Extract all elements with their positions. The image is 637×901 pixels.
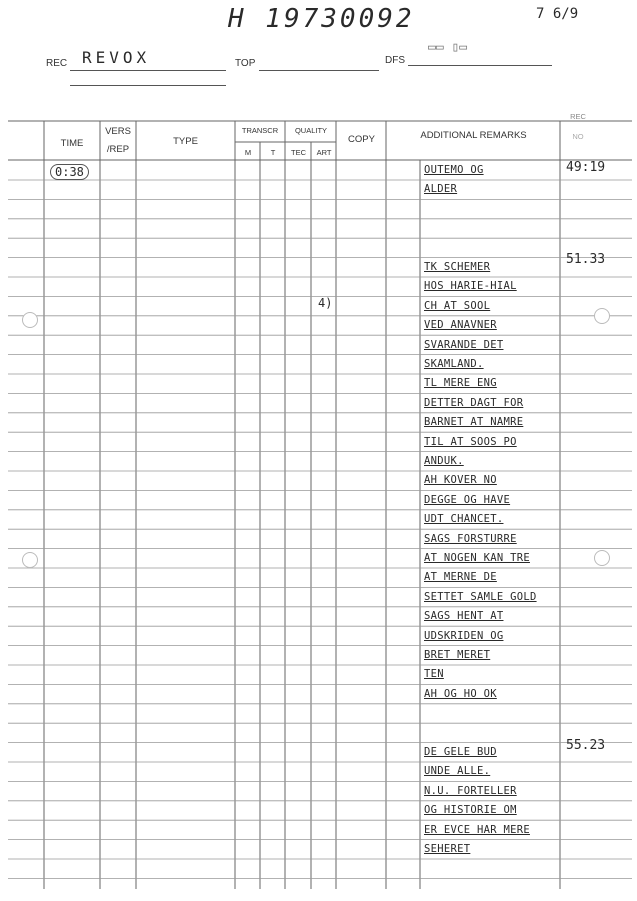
- col-remarks: ADDITIONAL REMARKS: [420, 130, 527, 141]
- remark-line: AT MERNE DE: [424, 571, 497, 584]
- time-entry: 0:38: [50, 164, 89, 180]
- dfs-scribble: ▭▭ ▯▭: [428, 40, 468, 55]
- punch-hole: [594, 308, 610, 324]
- remark-line: ALDER: [424, 183, 458, 196]
- page-mark: 7 6/9: [536, 6, 579, 22]
- remark-line: ANDUK.: [424, 455, 464, 467]
- remark-line: TL MERE ENG: [424, 377, 497, 390]
- remark-line: DETTER DAGT FOR: [424, 396, 524, 409]
- col-t: T: [270, 148, 276, 157]
- remark-line: N.U. FORTELLER: [424, 784, 517, 797]
- remark-line: AT NOGEN KAN TRE: [424, 552, 530, 564]
- art-mark: 4): [318, 296, 333, 310]
- remark-line: SAGS HENT AT: [424, 610, 504, 623]
- remark-line: UNDE ALLE.: [424, 765, 491, 778]
- remark-line: UDT CHANCET.: [424, 513, 504, 526]
- punch-hole: [22, 312, 38, 328]
- rec-number: 49:19: [566, 160, 606, 175]
- col-transcr: TRANSCR: [241, 126, 279, 135]
- remark-line: AH OG HO OK: [424, 687, 497, 700]
- col-type: TYPE: [173, 136, 198, 147]
- punch-hole: [22, 552, 38, 568]
- remark-line: TK SCHEMER: [424, 261, 491, 273]
- remark-line: SVARANDE DET: [424, 338, 504, 351]
- rec-label: REC: [46, 58, 68, 69]
- punch-hole: [594, 550, 610, 566]
- remark-line: BRET MERET: [424, 649, 491, 661]
- rec-number: 51.33: [566, 252, 606, 267]
- remark-line: ER EVCE HAR MERE: [424, 823, 530, 836]
- remark-line: SKAMLAND.: [424, 358, 484, 370]
- remark-line: SAGS FORSTURRE: [424, 532, 517, 545]
- col-copy: COPY: [348, 134, 375, 145]
- col-no: NO: [572, 132, 584, 141]
- remark-line: SETTET SAMLE GOLD: [424, 590, 537, 603]
- dfs-label: DFS: [385, 55, 405, 66]
- col-tec: TEC: [291, 148, 306, 157]
- col-quality: QUALITY: [294, 126, 328, 135]
- remark-line: VED ANAVNER: [424, 319, 497, 332]
- rec-number: 55.23: [566, 738, 606, 753]
- remark-line: BARNET AT NAMRE: [424, 416, 524, 429]
- col-rec: REC: [570, 112, 586, 121]
- col-art: ART: [316, 148, 332, 157]
- rec-value: REVOX: [82, 48, 151, 67]
- col-time: TIME: [60, 138, 84, 149]
- top-label: TOP: [235, 58, 256, 69]
- remark-line: OUTEMO OG: [424, 164, 484, 176]
- col-rep: /REP: [106, 144, 130, 155]
- remark-line: HOS HARIE-HIAL: [424, 280, 517, 293]
- document-number: H 19730092: [228, 4, 415, 34]
- remark-line: CH AT SOOL: [424, 299, 491, 312]
- remark-line: AH KOVER NO: [424, 474, 497, 487]
- remark-line: DE GELE BUD: [424, 746, 497, 758]
- remark-line: DEGGE OG HAVE: [424, 493, 511, 506]
- remark-line: TIL AT SOOS PO: [424, 435, 517, 448]
- remark-line: TEN: [424, 668, 444, 681]
- col-m: M: [244, 148, 252, 157]
- remark-line: OG HISTORIE OM: [424, 804, 517, 817]
- remark-line: UDSKRIDEN OG: [424, 629, 504, 642]
- col-vers: VERS: [105, 126, 131, 137]
- remark-line: SEHERET: [424, 843, 471, 855]
